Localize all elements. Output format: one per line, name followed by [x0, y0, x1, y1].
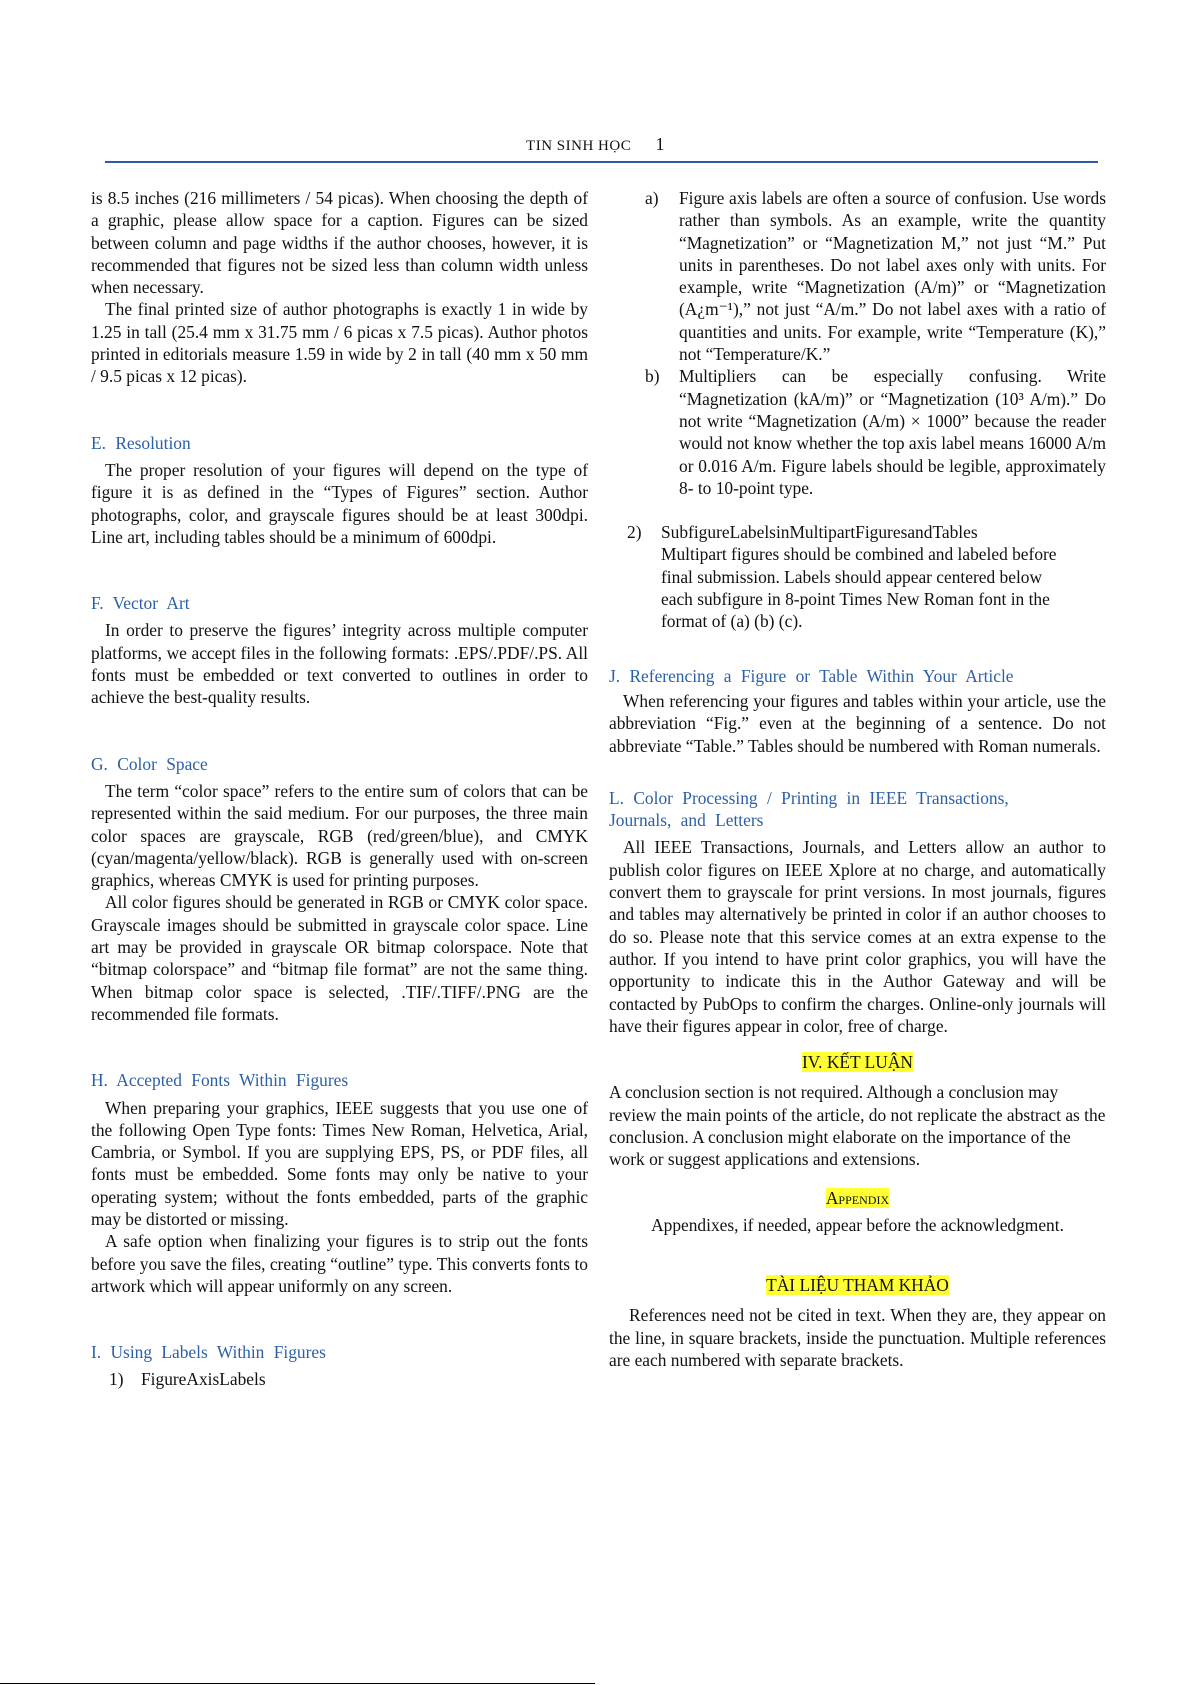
appendix-heading: Appendix — [825, 1187, 890, 1208]
appendix-heading-wrap — [609, 1187, 1106, 1209]
paragraph: All IEEE Transactions, Journals, and Letters allow an author to publish color figures on IEEE Xplore at no charge, and automatically convert them to grayscale for print versions. In most journals, figures and tables may alternatively be printed in color if an author chooses to do so. Please note that this service comes at an extra expense to the author. If you intend to have print color graphics, you will have the opportunity to indicate this in the Author Gateway and will be contacted by PubOps to confirm the charges. Online-only journals will have their figures appear in color, free of charge. — [609, 837, 1106, 1036]
section-heading-resolution: E. Resolution — [91, 432, 191, 453]
list-marker: 1) — [109, 1369, 124, 1390]
section-heading-using-labels: I. Using Labels Within Figures — [91, 1342, 326, 1363]
references-heading-wrap — [609, 1274, 1106, 1296]
section-heading-color-processing: L. Color Processing / Printing in IEEE Transactions, Journals, and Letters — [609, 787, 1009, 831]
header-title: TIN SINH HỌC — [526, 138, 632, 154]
conclusion-heading-wrap — [609, 1051, 1106, 1073]
running-header — [0, 134, 1191, 155]
paragraph: The proper resolution of your figures will depend on the type of figure it is as defined in the “Types of Figures” section. Author photographs, color, and grayscale figures should be at least 300dpi. Line art, including tables should be a minimum of 600dpi. — [91, 459, 588, 547]
list-item-text: Figure axis labels are often a source of confusion. Use words rather than symbols. As an example, write the quantity “Magnetization” or “Magnetization M,” not just “M.” Put units in parentheses. Do not label axes only with units. For example, write “Magnetization (A/m)” or “Magnetization (A¿m⁻¹),” not just “A/m.” Do not label axes with a ratio of quantities and units. For example, write “Temperature (K),” not “Temperature/K.” — [679, 188, 1106, 365]
paragraph: A conclusion section is not required. Although a conclusion may review the main points of the article, do not replicate the abstract as the conclusion. A conclusion might elaborate on the importance of the work or suggest applications and extensions. — [609, 1082, 1106, 1170]
left-column — [91, 187, 588, 1391]
section-heading-vector-art: F. Vector Art — [91, 593, 190, 614]
section-heading-referencing: J. Referencing a Figure or Table Within Your Article — [609, 665, 1014, 686]
page-number: 1 — [655, 134, 665, 154]
list-item — [91, 1368, 588, 1390]
header-rule — [105, 161, 1098, 163]
paragraph: References need not be cited in text. When they are, they appear on the line, in square brackets, inside the punctuation. Multiple references are each numbered with separate brackets. — [609, 1305, 1106, 1371]
paragraph: The term “color space” refers to the entire sum of colors that can be represented within the said medium. For our purposes, the three main color spaces are grayscale, RGB (red/green/blue), and CMYK (cyan/magenta/yellow/black). RGB is generally used with on-screen graphics, whereas CMYK is used for printing purposes. — [91, 780, 588, 891]
paragraph: When referencing your figures and tables within your article, use the abbreviation “Fig.” even at the beginning of a sentence. Do not abbreviate “Table.” Tables should be numbered with Roman numerals. — [609, 690, 1106, 756]
list-item-title: SubfigureLabelsinMultipartFiguresandTables — [661, 522, 978, 543]
list-item-text: Multipliers can be especially confusing. Write “Magnetization (kA/m)” or “Magnetization (10³ A/m).” Do not write “Magnetization (A/m) × 1000” because the reader would not know whether the top axis label means 16000 A/m or 0.016 A/m. Figure labels should be legible, approximately 8- to 10-point type. — [679, 366, 1106, 498]
references-heading: TÀI LIỆU THAM KHẢO — [766, 1275, 949, 1296]
list-item-body: Multipart figures should be combined and labeled before final submission. Labels should appear centered below each subfigure in 8-point Times New Roman font in the format of (a) (b) (c). — [661, 544, 1057, 632]
paragraph: The final printed size of author photographs is exactly 1 in wide by 1.25 in tall (25.4 mm x 31.75 mm / 6 picas x 7.5 picas). Author photos printed in editorials measure 1.59 in wide by 2 in tall (40 mm x 50 mm / 9.5 picas x 12 picas). — [91, 299, 588, 387]
paragraph: is 8.5 inches (216 millimeters / 54 picas). When choosing the depth of a graphic, please allow space for a caption. Figures can be sized between column and page widths if the author chooses, however, it is recommended that figures not be sized less than column width unless when necessary. — [91, 188, 588, 298]
footnote-rule — [0, 1683, 595, 1684]
list-item — [609, 187, 1106, 365]
list-marker: 2) — [627, 522, 642, 543]
list-item — [609, 521, 1106, 632]
list-item-text: FigureAxisLabels — [141, 1369, 266, 1390]
paragraph: A safe option when finalizing your figures is to strip out the fonts before you save the files, creating “outline” type. This converts fonts to artwork which will appear uniformly on any screen. — [91, 1231, 588, 1296]
paragraph: All color figures should be generated in RGB or CMYK color space. Grayscale images should be submitted in grayscale color space. Line art may be provided in grayscale OR bitmap colorspace. Note that “bitmap colorspace” and “bitmap file format” are not the same thing. When bitmap color space is selected, .TIF/.TIFF/.PNG are the recommended file formats. — [91, 892, 588, 1024]
section-heading-color-space: G. Color Space — [91, 753, 208, 774]
section-heading-accepted-fonts: H. Accepted Fonts Within Figures — [91, 1070, 349, 1091]
right-column — [609, 187, 1106, 1371]
paragraph: In order to preserve the figures’ integrity across multiple computer platforms, we accept files in the following formats: .EPS/.PDF/.PS. All fonts must be embedded or text converted to outlines in order to achieve the best-quality results. — [91, 620, 588, 708]
list-item — [609, 365, 1106, 499]
conclusion-heading: IV. KẾT LUẬN — [802, 1052, 913, 1073]
list-marker: b) — [645, 366, 660, 387]
paragraph: Appendixes, if needed, appear before the acknowledgment. — [651, 1214, 1064, 1235]
list-marker: a) — [645, 188, 659, 208]
paragraph: When preparing your graphics, IEEE suggests that you use one of the following Open Type fonts: Times New Roman, Helvetica, Arial, Cambria, or Symbol. If you are supplying EPS, PS, or PDF files, all fonts must be embedded. Some fonts may only be native to your operating system; without the fonts embedded, parts of the graphic may be distorted or missing. — [91, 1097, 588, 1229]
list-item-text — [661, 521, 1106, 632]
